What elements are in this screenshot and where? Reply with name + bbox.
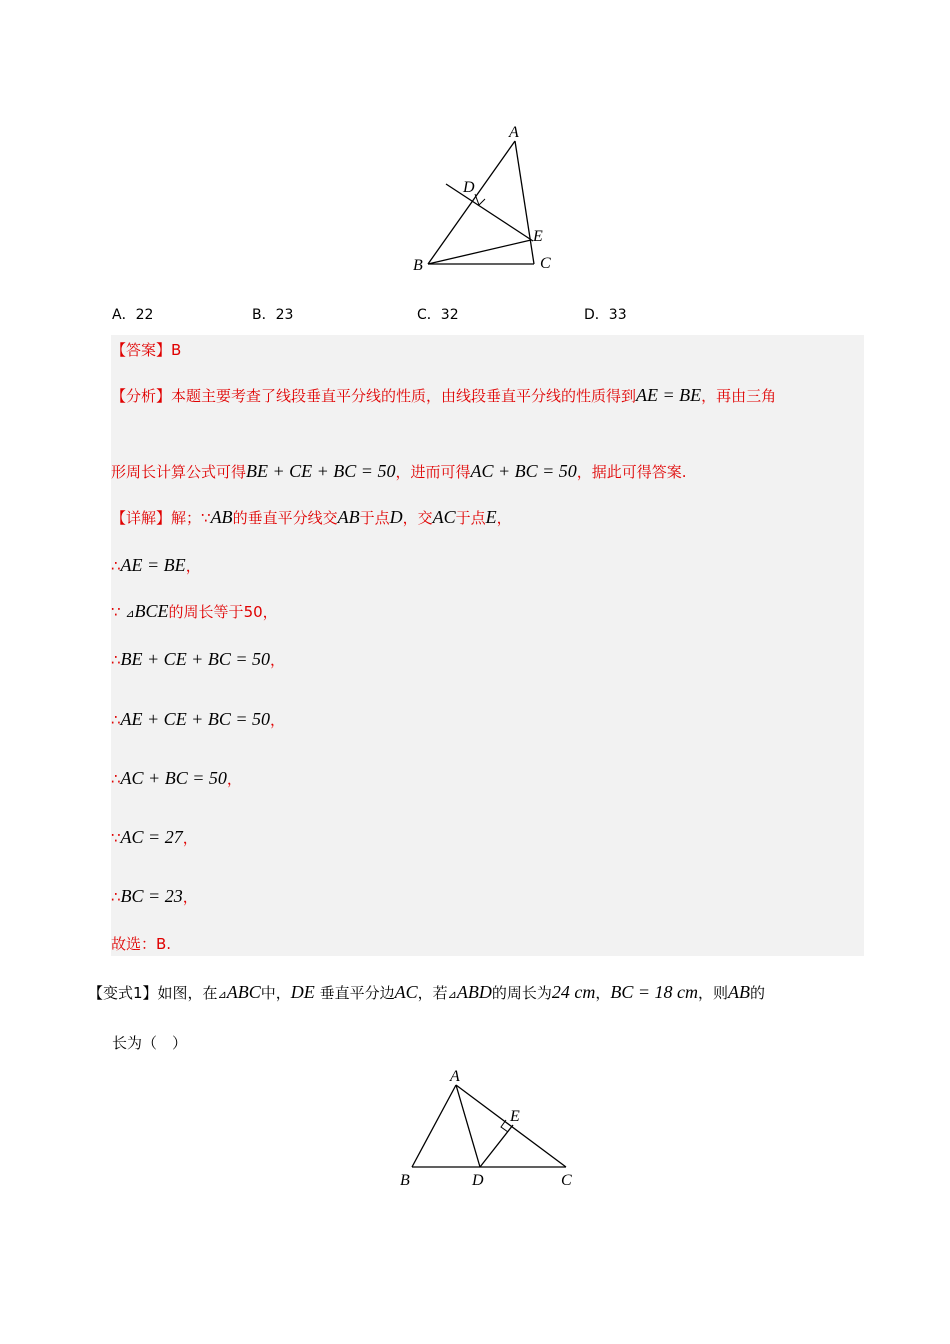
step-6: ∵AC = 27，	[111, 827, 198, 847]
step-5: ∴AC + BC = 50，	[111, 768, 242, 788]
label-d: D	[472, 1172, 484, 1189]
step-4: ∴AE + CE + BC = 50，	[111, 709, 285, 729]
step-3: ∴BE + CE + BC = 50，	[111, 649, 285, 669]
final-choice: 故选：B.	[111, 935, 172, 953]
solution-block	[111, 335, 864, 956]
label-a: A	[509, 124, 519, 141]
label-a: A	[450, 1068, 460, 1085]
right-angle-mark	[501, 1120, 508, 1132]
option-c: C．32	[417, 307, 459, 323]
segment-ab	[412, 1085, 456, 1167]
variant-question-line-1: 【变式1】如图，在⊿ABC中，DE 垂直平分边AC，若⊿ABD的周长为24 cm，BC = 18 cm，则AB的	[88, 982, 766, 1002]
label-d: D	[463, 179, 475, 196]
figure-triangle-abc-2	[390, 1060, 590, 1200]
step-2: ∵ ⊿BCE的周长等于50，	[111, 601, 278, 621]
label-e: E	[510, 1108, 520, 1125]
segment-be	[428, 240, 531, 264]
option-b: B．23	[252, 307, 294, 323]
segment-ac	[456, 1085, 566, 1167]
option-d: D．33	[584, 307, 627, 323]
segment-ab	[428, 141, 515, 264]
answer-line: 【答案】B	[111, 341, 182, 359]
segment-ad	[456, 1085, 480, 1167]
segment-de	[480, 1125, 513, 1167]
label-b: B	[400, 1172, 410, 1189]
perpendicular-bisector-de	[446, 184, 533, 241]
label-e: E	[533, 228, 543, 245]
label-c: C	[540, 255, 551, 272]
label-b: B	[413, 257, 423, 274]
detail-line: 【详解】解；∵AB的垂直平分线交AB于点D，交AC于点E，	[111, 507, 512, 527]
step-1: ∴AE = BE，	[111, 555, 201, 575]
step-7: ∴BC = 23，	[111, 886, 198, 906]
analysis-line-1: 【分析】本题主要考查了线段垂直平分线的性质，由线段垂直平分线的性质得到AE = BE，再由三角	[111, 385, 777, 405]
figure-triangle-abc-1	[400, 120, 570, 280]
analysis-line-2: 形周长计算公式可得BE + CE + BC = 50，进而可得AC + BC = 50，据此可得答案.	[111, 461, 687, 481]
variant-question-line-2: 长为（ ）	[112, 1034, 188, 1052]
option-a: A．22	[112, 307, 154, 323]
label-c: C	[561, 1172, 572, 1189]
segment-ac	[515, 141, 534, 264]
